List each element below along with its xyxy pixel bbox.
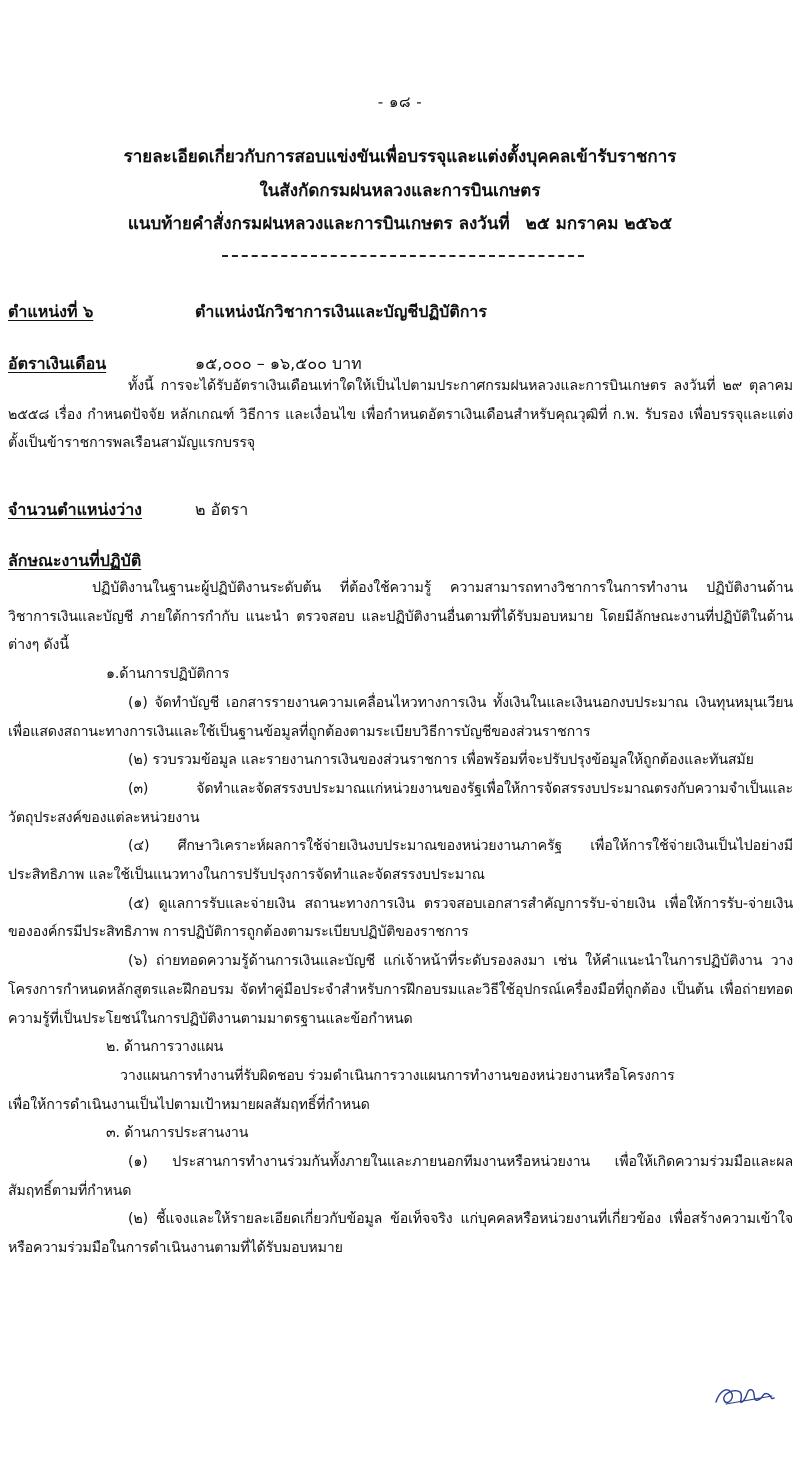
section-1-heading: ๑.ด้านการปฏิบัติการ bbox=[106, 666, 230, 683]
job-nature-intro: ปฏิบัติงานในฐานะผู้ปฏิบัติงานระดับต้น ที่ต้องใช้ความรู้ ความสามารถทางวิชาการในการทำงาน ปฏิบัติงานด้านวิชาการเงินและบัญชี ภายใต้การกำกับ แนะนำ ตรวจสอบ และปฏิบัติงานอื่นตามที่ได้รับมอบหมาย โดยมีลักษณะงานที่ปฏิบัติในด้านต่างๆ ดังนี้ bbox=[8, 580, 793, 654]
section-3-heading: ๓. ด้านการประสานงาน bbox=[106, 1125, 249, 1142]
page-number: - ๑๘ - bbox=[377, 93, 423, 111]
job-nature-label: ลักษณะงานที่ปฏิบัติ bbox=[8, 551, 142, 570]
title-date: ๒๕ มกราคม ๒๕๖๕ bbox=[525, 214, 673, 234]
job-nature-body bbox=[8, 574, 793, 1263]
salary-note-text: ทั้งนี้ การจะได้รับอัตราเงินเดือนเท่าใดให้เป็นไปตามประกาศกรมฝนหลวงและการบินเกษตร ลงวันที่ ๒๙ ตุลาคม ๒๕๕๘ เรื่อง กำหนดปัจจัย หลักเกณฑ์ วิธีการ และเงื่อนไข เพื่อกำหนดอัตราเงินเดือนสำหรับคุณวุฒิที่ ก.พ. รับรอง เพื่อบรรจุและแต่งตั้งเป็นข้าราชการพลเรือนสามัญแรกบรรจุ bbox=[8, 378, 793, 452]
document-title-line-1: รายละเอียดเกี่ยวกับการสอบแข่งขันเพื่อบรรจุและแต่งตั้งบุคคลเข้ารับราชการ bbox=[123, 147, 677, 167]
salary-label: อัตราเงินเดือน bbox=[8, 354, 107, 373]
section-2-text-rest: เพื่อให้การดำเนินงานเป็นไปตามเป้าหมายผลสัมฤทธิ์ที่กำหนด bbox=[8, 1096, 370, 1113]
dashed-divider bbox=[222, 255, 584, 257]
section-1-item: (๔) ศึกษาวิเคราะห์ผลการใช้จ่ายเงินงบประมาณของหน่วยงานภาครัฐ เพื่อให้การใช้จ่ายเงินเป็นไปอย่างมีประสิทธิภาพ และใช้เป็นแนวทางในการปรับปรุงการจัดทำและจัดสรรงบประมาณ bbox=[8, 838, 793, 884]
signature-icon bbox=[712, 1380, 778, 1412]
section-3-item: (๒) ชี้แจงและให้รายละเอียดเกี่ยวกับข้อมูล ข้อเท็จจริง แก่บุคคลหรือหน่วยงานที่เกี่ยวข้อง เพื่อสร้างความเข้าใจหรือความร่วมมือในการดำเนินงานตามที่ได้รับมอบหมาย bbox=[8, 1211, 793, 1257]
salary-value: ๑๕,๐๐๐ – ๑๖,๕๐๐ บาท bbox=[195, 354, 362, 373]
document-title-line-2: ในสังกัดกรมฝนหลวงและการบินเกษตร bbox=[259, 181, 541, 201]
title-line-3-prefix: แนบท้ายคำสั่งกรมฝนหลวงและการบินเกษตร ลงวันที่ bbox=[127, 214, 510, 234]
section-1-item: (๕) ดูแลการรับและจ่ายเงิน สถานะทางการเงิน ตรวจสอบเอกสารสำคัญการรับ-จ่ายเงิน เพื่อให้การรับ-จ่ายเงินขององค์กรมีประสิทธิภาพ การปฏิบัติการถูกต้องตามระเบียบปฏิบัติของราชการ bbox=[8, 895, 793, 941]
section-1-item: (๑) จัดทำบัญชี เอกสารรายงานความเคลื่อนไหวทางการเงิน ทั้งเงินในและเงินนอกงบประมาณ เงินทุนหมุนเวียน เพื่อแสดงสถานะทางการเงินและใช้เป็นฐานข้อมูลที่ถูกต้องตามระเบียบวิธีการบัญชีของส่วนราชการ bbox=[8, 694, 793, 740]
section-2-heading: ๒. ด้านการวางแผน bbox=[106, 1039, 224, 1056]
document-title-line-3 bbox=[0, 210, 800, 237]
section-1-item: (๓) จัดทำและจัดสรรงบประมาณแก่หน่วยงานของรัฐเพื่อให้การจัดสรรงบประมาณตรงกับความจำเป็นและวัตถุประสงค์ของแต่ละหน่วยงาน bbox=[8, 780, 793, 826]
salary-note bbox=[8, 372, 793, 458]
vacancies-label: จำนวนตำแหน่งว่าง bbox=[8, 500, 142, 519]
section-1-item: (๒) รวบรวมข้อมูล และรายงานการเงินของส่วนราชการ เพื่อพร้อมที่จะปรับปรุงข้อมูลให้ถูกต้องและทันสมัย bbox=[128, 752, 754, 769]
position-value: ตำแหน่งนักวิชาการเงินและบัญชีปฏิบัติการ bbox=[195, 302, 487, 321]
vacancies-value: ๒ อัตรา bbox=[195, 500, 249, 519]
position-label: ตำแหน่งที่ ๖ bbox=[8, 302, 94, 321]
section-3-item: (๑) ประสานการทำงานร่วมกันทั้งภายในและภายนอกทีมงานหรือหน่วยงาน เพื่อให้เกิดความร่วมมือและผลสัมฤทธิ์ตามที่กำหนด bbox=[8, 1154, 793, 1199]
section-2-text-first: วางแผนการทำงานที่รับผิดชอบ ร่วมดำเนินการวางแผนการทำงานของหน่วยงานหรือโครงการ bbox=[120, 1067, 675, 1084]
section-1-item: (๖) ถ่ายทอดความรู้ด้านการเงินและบัญชี แก่เจ้าหน้าที่ระดับรองลงมา เช่น ให้คำแนะนำในการปฏิบัติงาน วางโครงการกำหนดหลักสูตรและฝึกอบรม จัดทำคู่มือประจำสำหรับการฝึกอบรมและวิธีใช้อุปกรณ์เครื่องมือที่ถูกต้อง เป็นต้น เพื่อถ่ายทอดความรู้ที่เป็นประโยชน์ในการปฏิบัติงานตามมาตรฐานและข้อกำหนด bbox=[8, 953, 793, 1027]
